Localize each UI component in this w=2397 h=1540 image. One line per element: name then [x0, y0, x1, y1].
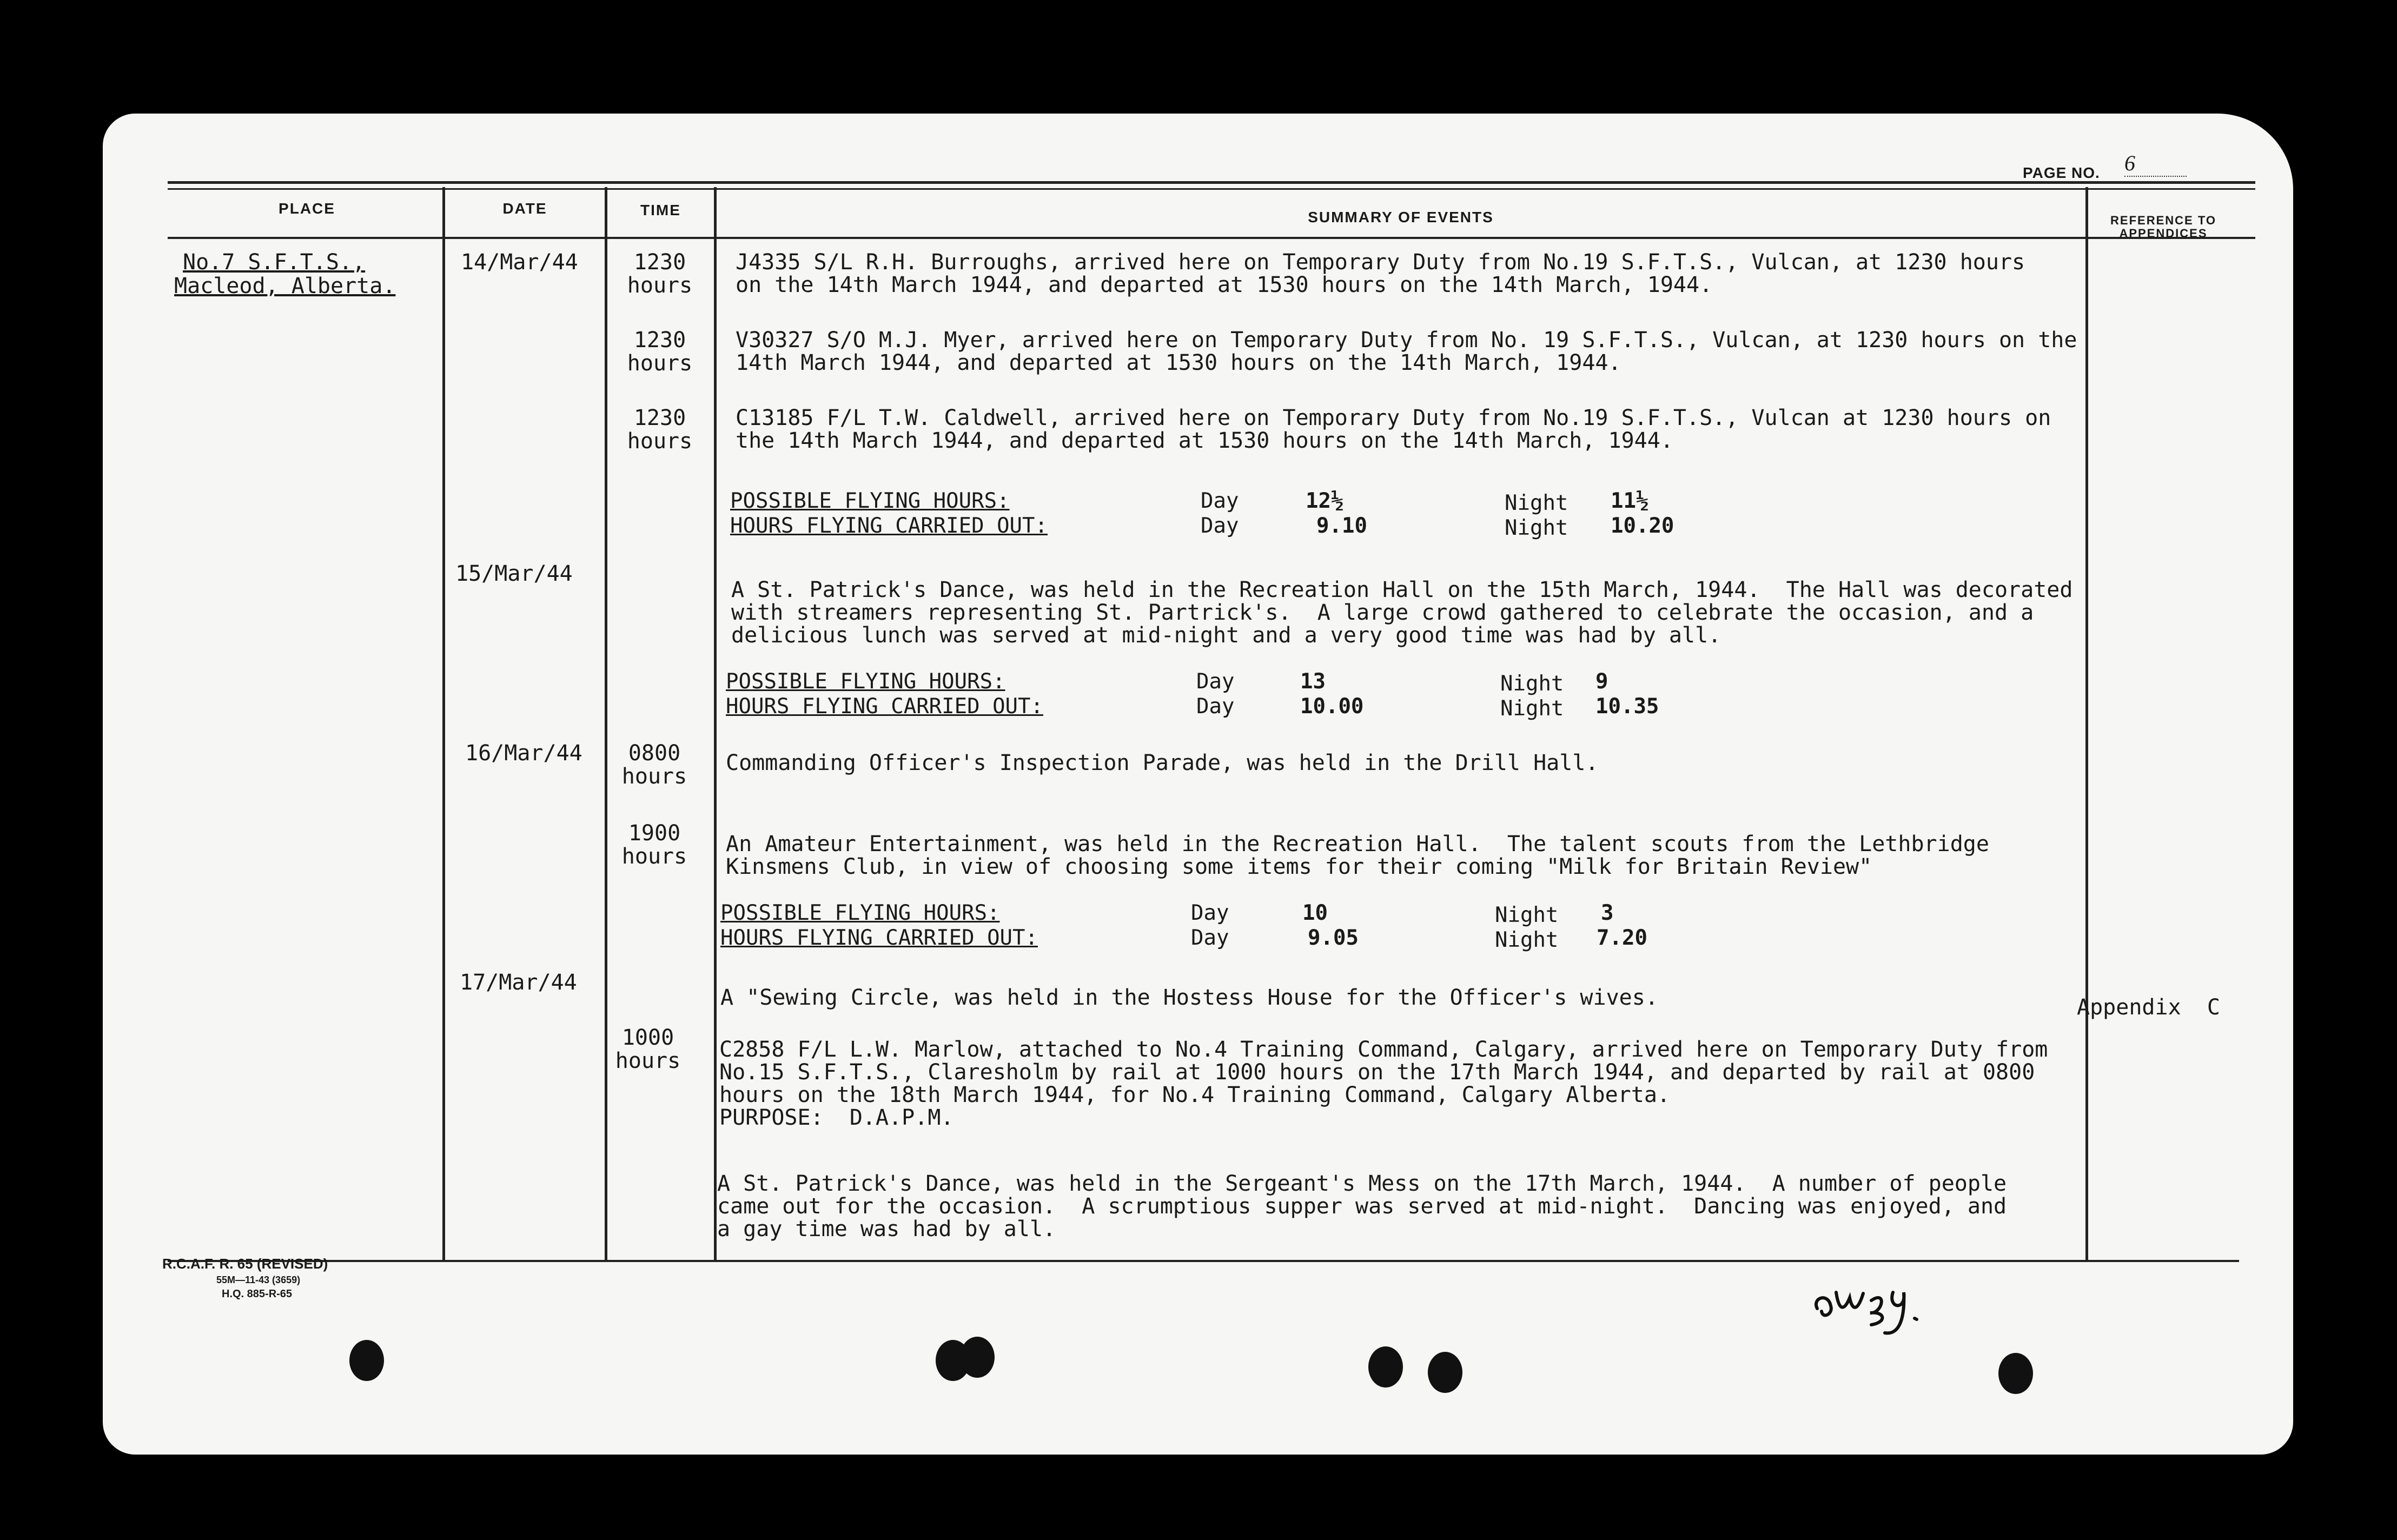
col-line-date [605, 187, 607, 1262]
day-label: Day [1196, 669, 1235, 694]
possible-day-value: 10 [1302, 901, 1328, 925]
page-label: PAGE NO. [2023, 164, 2100, 181]
night-label: Night [1495, 928, 1559, 952]
carried-night-value: 10.35 [1595, 694, 1659, 719]
top-rule [168, 181, 2255, 184]
time-entry-4 [606, 742, 703, 788]
time-unit: hours [621, 844, 687, 869]
event-caldwell: C13185 F/L T.W. Caldwell, arrived here on Temporary Duty from No.19 S.F.T.S., Vulcan at 1230 hours on the 14th March 1944, and departed at 1530 hours on the 14th March, 1944. [736, 406, 2051, 453]
diary-form-card [103, 114, 2293, 1455]
carried-label: HOURS FLYING CARRIED OUT: [726, 694, 1043, 719]
day-label: Day [1201, 489, 1239, 513]
header-summary: SUMMARY OF EVENTS [1308, 209, 1494, 225]
possible-night-value: 3 [1601, 901, 1614, 925]
time-value: 1230 [633, 250, 686, 275]
day-label: Day [1191, 901, 1229, 925]
binder-hole [1368, 1346, 1403, 1388]
night-label: Night [1500, 696, 1564, 721]
binder-hole [960, 1337, 995, 1378]
place-line-2 [174, 275, 395, 297]
appendix-reference: Appendix C [2077, 995, 2220, 1020]
date-16-mar: 16/Mar/44 [465, 741, 582, 766]
time-value: 1900 [628, 821, 681, 846]
time-unit: hours [621, 764, 687, 789]
possible-label: POSSIBLE FLYING HOURS: [730, 489, 1010, 513]
form-hq-number: H.Q. 885-R-65 [222, 1288, 293, 1300]
date-17-mar: 17/Mar/44 [460, 970, 577, 995]
time-entry-6 [599, 1026, 697, 1073]
night-label: Night [1505, 491, 1568, 515]
header-rule [168, 237, 2255, 239]
night-label: Night [1495, 903, 1559, 927]
time-unit: hours [627, 273, 693, 298]
carried-day-value: 9.10 [1316, 514, 1367, 538]
form-print-run: 55M—11-43 (3659) [216, 1275, 301, 1285]
day-label: Day [1191, 926, 1229, 950]
time-entry-5 [606, 822, 703, 868]
time-value: 0800 [628, 741, 681, 766]
possible-night-value: 11½ [1611, 489, 1649, 513]
carried-night-value: 10.20 [1611, 514, 1674, 538]
night-label: Night [1505, 516, 1568, 540]
time-entry-1 [611, 251, 708, 297]
signature [1806, 1260, 1969, 1341]
time-entry-2 [611, 329, 708, 375]
time-unit: hours [627, 429, 693, 454]
header-place: PLACE [279, 200, 335, 217]
event-myer: V30327 S/O M.J. Myer, arrived here on Temporary Duty from No. 19 S.F.T.S., Vulcan, at 1230 hours on the 14th March 1944, and departed at 1530 hours on the 14th March, 1944. [736, 328, 2077, 375]
time-unit: hours [627, 351, 693, 376]
event-amateur-entertainment: An Amateur Entertainment, was held in the Recreation Hall. The talent scouts from the Lethbridge Kinsmens Club, in view of choosing some items for their coming "Milk for Britain Review" [726, 832, 1989, 879]
binder-hole [1998, 1353, 2033, 1394]
binder-hole [349, 1340, 384, 1381]
col-line-time [714, 187, 717, 1262]
page-number-label [2023, 164, 2100, 182]
event-st-patricks-dance-sergeants-mess: A St. Patrick's Dance, was held in the Sergeant's Mess on the 17th March, 1944. A number of people came out for the occasion. A scrumptious supper was served at mid-night. Dancing was enjoyed, and a gay time was had by all. [717, 1171, 2007, 1242]
event-inspection-parade: Commanding Officer's Inspection Parade, was held in the Drill Hall. [726, 751, 1599, 775]
place-line-1 [183, 251, 365, 274]
top-rule-thin [168, 188, 2255, 190]
col-line-place [442, 187, 445, 1262]
time-unit: hours [615, 1048, 681, 1073]
header-time: TIME [640, 202, 681, 218]
place-text-2: Macleod, Alberta. [174, 274, 396, 298]
carried-day-value: 10.00 [1300, 694, 1364, 719]
date-14-mar: 14/Mar/44 [461, 250, 578, 275]
date-15-mar: 15/Mar/44 [455, 561, 573, 586]
day-label: Day [1196, 694, 1235, 719]
possible-label: POSSIBLE FLYING HOURS: [720, 901, 1000, 925]
carried-night-value: 7.20 [1597, 926, 1647, 950]
carried-label: HOURS FLYING CARRIED OUT: [720, 926, 1038, 950]
time-value: 1230 [633, 328, 686, 353]
time-value: 1230 [633, 406, 686, 430]
binder-hole [1428, 1352, 1462, 1393]
night-label: Night [1500, 672, 1564, 696]
form-code: R.C.A.F. R. 65 (REVISED) [162, 1256, 328, 1272]
event-sewing-circle: A "Sewing Circle, was held in the Hostess House for the Officer's wives. [720, 985, 1658, 1010]
place-text-1: No.7 S.F.T.S., [183, 250, 366, 275]
time-value: 1000 [621, 1025, 674, 1050]
time-entry-3 [611, 407, 708, 453]
col-line-summary [2085, 187, 2088, 1262]
carried-label: HOURS FLYING CARRIED OUT: [730, 514, 1048, 538]
signature-graphic [1806, 1260, 1969, 1341]
possible-night-value: 9 [1595, 669, 1608, 694]
possible-day-value: 12½ [1306, 489, 1344, 513]
event-marlow: C2858 F/L L.W. Marlow, attached to No.4 Training Command, Calgary, arrived here on Temporary Duty from No.15 S.F.T.S., Claresholm by rail at 1000 hours on the 17th March 1944, and departed by rail at 0800 hours on the 18th March 1944, for No.4 Training Command, Calgary Alberta. PURPOSE: D.A.P.M. [719, 1037, 2048, 1130]
header-date: DATE [502, 200, 547, 217]
day-label: Day [1201, 514, 1239, 538]
carried-day-value: 9.05 [1308, 926, 1359, 950]
event-burroughs: J4335 S/L R.H. Burroughs, arrived here on Temporary Duty from No.19 S.F.T.S., Vulcan, at 1230 hours on the 14th March 1944, and departed at 1530 hours on the 14th March, 1944. [736, 250, 2025, 297]
header-reference: REFERENCE TO APPENDICES [2110, 214, 2216, 240]
possible-label: POSSIBLE FLYING HOURS: [726, 669, 1005, 694]
page-number: 6 [2124, 150, 2187, 177]
possible-day-value: 13 [1300, 669, 1326, 694]
event-st-patricks-dance-recreation-hall: A St. Patrick's Dance, was held in the Recreation Hall on the 15th March, 1944. The Hall was decorated with streamers representing St. Partrick's. A large crowd gathered to celebrate the occasion, and a delicious lunch was served at mid-night and a very good time was had by all. [731, 578, 2073, 648]
